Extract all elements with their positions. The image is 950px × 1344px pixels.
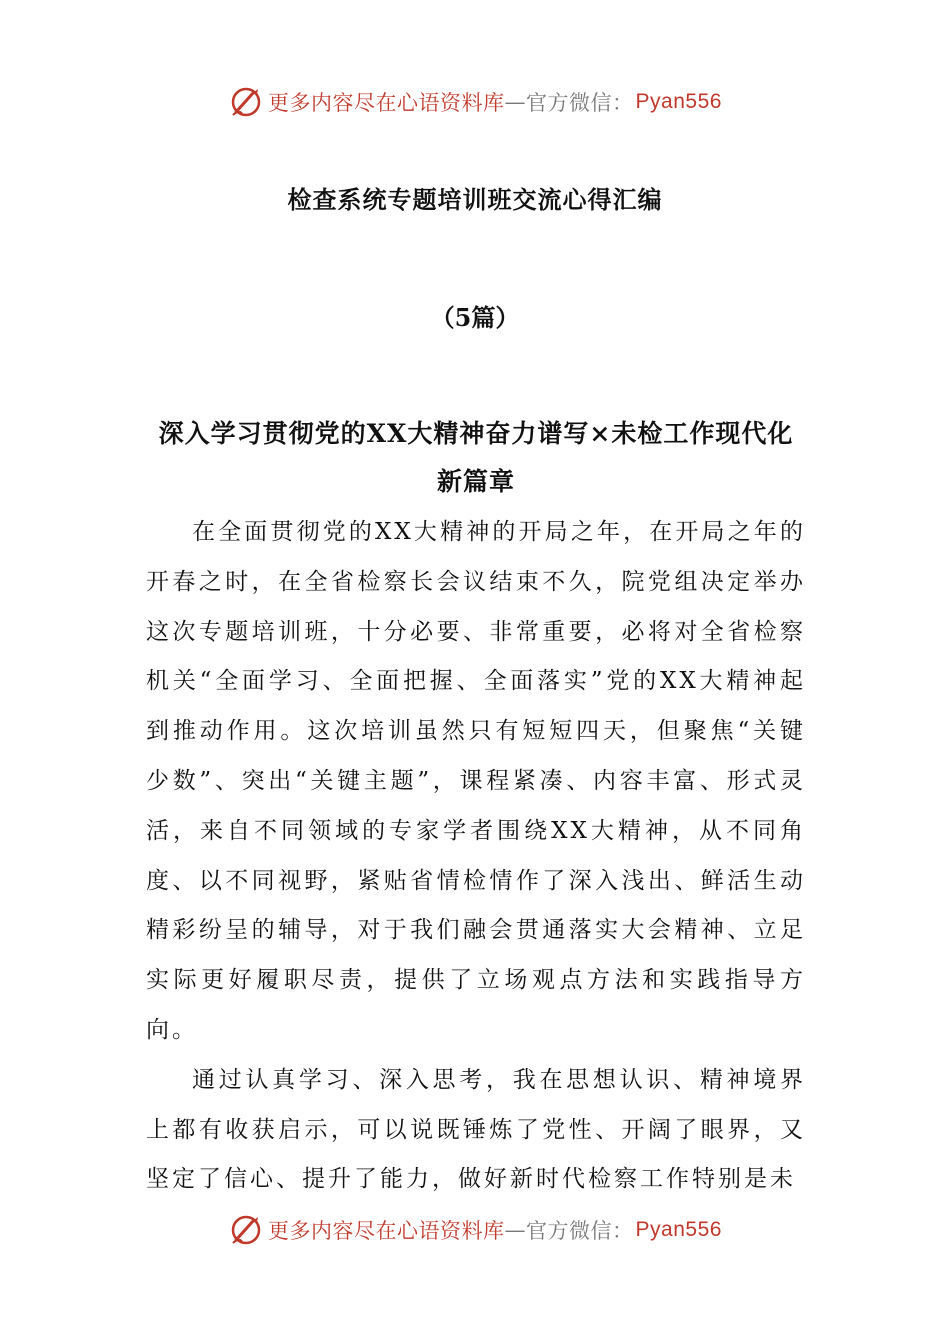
footer-watermark <box>0 1210 950 1250</box>
document-title: 检查系统专题培训班交流心得汇编 <box>287 185 663 214</box>
watermark-separator: — <box>504 90 527 114</box>
watermark-wechat-id: Pyan556 <box>635 1218 722 1241</box>
watermark-prefix: 更多内容尽在心语资料库 <box>268 91 505 115</box>
watermark-label: 官方微信： <box>526 1219 634 1243</box>
section-title: 深入学习贯彻党的XX大精神奋力谱写×未检工作现代化新篇章 <box>158 419 794 496</box>
header-watermark <box>0 82 950 122</box>
document-count: （5篇） <box>430 303 520 332</box>
watermark-wechat-id: Pyan556 <box>635 90 722 113</box>
paragraph: 通过认真学习、深入思考，我在思想认识、精神境界上都有收获启示，可以说既锤炼了党性、开阔了眼界，又坚定了信心、提升了能力，做好新时代检察工作特别是未 <box>146 1066 806 1193</box>
pen-logo-icon <box>228 84 264 120</box>
paragraph: 在全面贯彻党的XX大精神的开局之年，在开局之年的开春之时，在全省检察长会议结束不久，院党组决定举办这次专题培训班，十分必要、非常重要，必将对全省检察机关“全面学习、全面把握、全面落实”党的XX大精神起到推动作用。这次培训虽然只有短短四天，但聚焦“关键少数”、突出“关键主题”，课程紧凑、内容丰富、形式灵活，来自不同领域的专家学者围绕XX大精神，从不同角度、以不同视野，紧贴省情检情作了深入浅出、鲜活生动精彩纷呈的辅导，对于我们融会贯通落实大会精神、立足实际更好履职尽责，提供了立场观点方法和实践指导方向。 <box>146 519 806 1043</box>
watermark-label: 官方微信： <box>526 91 634 115</box>
body-text <box>146 508 806 1205</box>
watermark-separator: — <box>504 1218 527 1242</box>
pen-logo-icon <box>228 1212 264 1248</box>
watermark-prefix: 更多内容尽在心语资料库 <box>268 1219 505 1243</box>
